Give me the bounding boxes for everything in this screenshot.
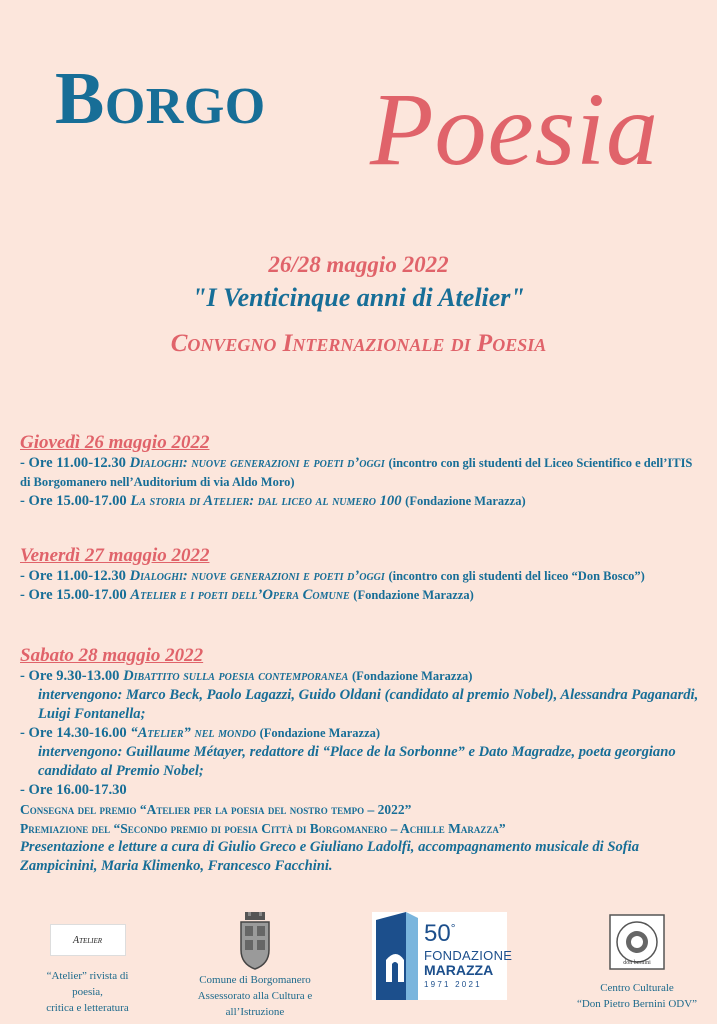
- speakers: intervengono: Guillaume Métayer, redattore di “Place de la Sorbonne” e Dato Magradze, poeta georgiano candidato al Premio Nobel;: [38, 744, 676, 779]
- program-item: - Ore 16.00-17.30: [20, 782, 127, 798]
- day-saturday: [20, 645, 700, 876]
- day-friday: [20, 545, 700, 605]
- program-item: - Ore 15.00-17.00 Atelier e i poeti dell’Opera Comune (Fondazione Marazza): [20, 587, 474, 603]
- coat-of-arms-icon: [237, 912, 273, 970]
- atelier-logo: Atelier: [50, 924, 126, 956]
- day-thursday: [20, 432, 700, 511]
- award-line: Consegna del premio “Atelier per la poesia del nostro tempo – 2022”: [20, 802, 412, 817]
- atelier-logo-block: Atelier “Atelier” rivista di poesia, critica e letteratura: [30, 920, 145, 1016]
- speakers: intervengono: Marco Beck, Paolo Lagazzi, Guido Oldani (candidato al premio Nobel), Alessandra Paganardi, Luigi Fontanella;: [38, 687, 699, 722]
- program-item: - Ore 11.00-12.30 Dialoghi: nuove generazioni e poeti d’oggi (incontro con gli studenti del liceo “Don Bosco”): [20, 568, 645, 584]
- day-heading: Giovedì 26 maggio 2022: [20, 432, 210, 453]
- program-item: - Ore 9.30-13.00 Dibattito sulla poesia contemporanea (Fondazione Marazza) intervengono: Marco Beck, Paolo Lagazzi, Guido Oldani (candidato al premio Nobel), Alessandra Paganardi, Luigi Fontanella;: [20, 668, 699, 722]
- day-heading: Venerdì 27 maggio 2022: [20, 545, 210, 566]
- fondazione-marazza-logo: 50° FONDAZIONE MARAZZA 1 9 7 1 2 0 2 1: [372, 912, 507, 1000]
- marazza-arch-icon: [376, 912, 418, 1000]
- title-poesia: Poesia: [370, 72, 660, 187]
- event-dates: 26/28 maggio 2022: [268, 252, 449, 277]
- award-line: Premiazione del “Secondo premio di poesia Città di Borgomanero – Achille Marazza”: [20, 821, 506, 836]
- centro-culturale-logo-block: don bernini Centro Culturale “Don Pietro Bernini ODV”: [572, 914, 702, 1012]
- program-item: - Ore 11.00-12.30 Dialoghi: nuove generazioni e poeti d’oggi (incontro con gli studenti del Liceo Scientifico e dell’ITIS di Borgomanero nell’Auditorium di via Aldo Moro): [20, 455, 693, 489]
- borgomanero-logo-block: Comune di Borgomanero Assessorato alla Cultura e all’Istruzione: [170, 912, 340, 1020]
- closing-note: Presentazione e letture a cura di Giulio Greco e Giuliano Ladolfi, accompagnamento musicale di Sofia Zampicinini, Maria Klimenko, Francesco Facchini.: [20, 839, 640, 874]
- event-subtitle: "I Venticinque anni di Atelier": [192, 283, 525, 312]
- day-heading: Sabato 28 maggio 2022: [20, 645, 204, 666]
- event-name: Convegno Internazionale di Poesia: [170, 330, 547, 357]
- program-item: - Ore 15.00-17.00 La storia di Atelier: dal liceo al numero 100 (Fondazione Marazza): [20, 493, 526, 509]
- title-borgo: Borgo: [55, 58, 266, 140]
- program-item: - Ore 14.30-16.00 “Atelier” nel mondo (Fondazione Marazza) intervengono: Guillaume Métayer, redattore di “Place de la Sorbonne” e Dato Magradze, poeta georgiano candidato al Premio Nobel;: [20, 724, 700, 781]
